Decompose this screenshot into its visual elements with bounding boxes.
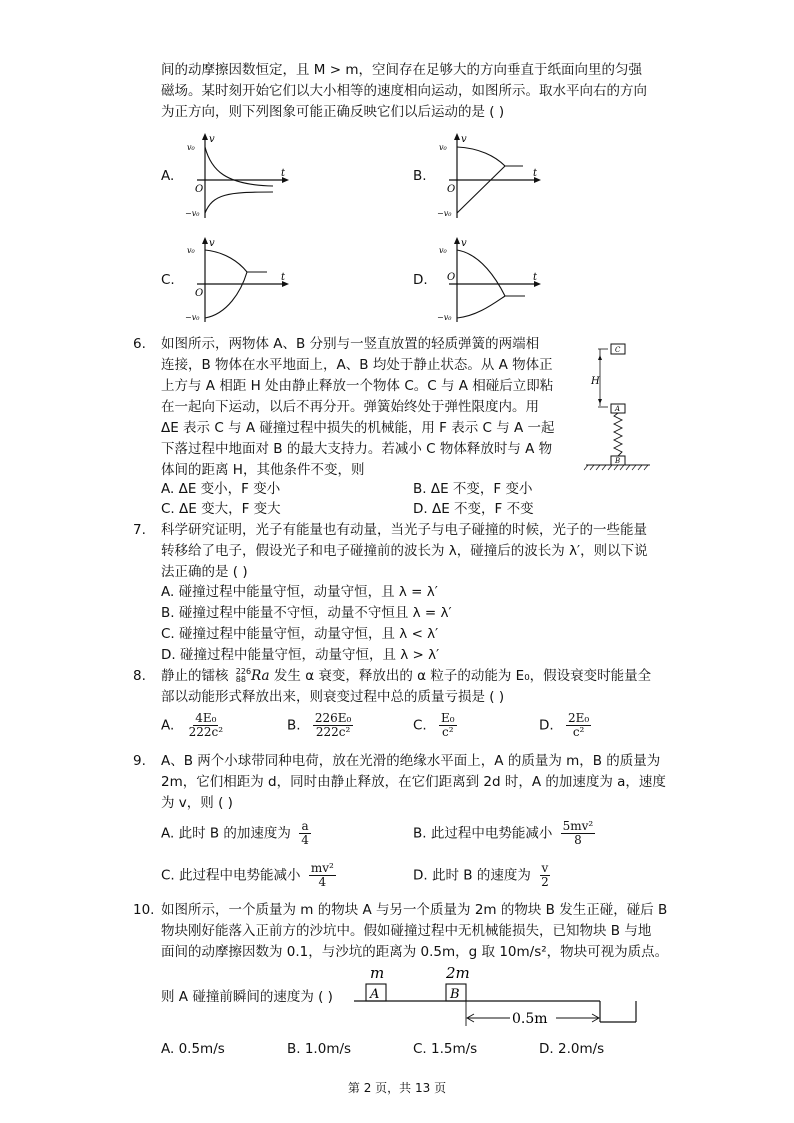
q8-option-a <box>161 712 225 739</box>
q5-graph-a-neg-v0: −v₀ <box>185 209 200 218</box>
q8-option-c-num: E₀ <box>441 711 455 725</box>
q8-option-b-den: 222c² <box>315 725 351 739</box>
q6-number: 6. <box>133 336 146 352</box>
q5-graph-d-v-label: v <box>461 238 467 249</box>
q7-text-line-2: 转移给了电子，假设光子和电子碰撞前的波长为 λ，碰撞后的波长为 λ′，则以下说 <box>161 543 648 559</box>
q8-text-line-2: 部以动能形式释放出来，则衰变过程中总的质量亏损是 ( ) <box>161 689 505 705</box>
q5-graph-d-neg-v0: −v₀ <box>437 313 452 322</box>
q8-option-a-fraction <box>187 712 225 739</box>
q6-block-c-label: C <box>615 346 621 354</box>
q5-graph-c-t-label: t <box>281 272 286 283</box>
q5-graph-b <box>437 130 547 222</box>
q8-mass-number: 226 <box>235 667 252 676</box>
q9-text-line-3: 为 v，则 ( ) <box>161 795 233 811</box>
q9-option-d-num: v <box>541 861 549 875</box>
q9-option-c-fraction <box>309 862 336 889</box>
q8-option-c-fraction <box>439 712 457 739</box>
q5-graph-b-t-label: t <box>533 168 538 179</box>
q10-block-a-label: A <box>370 987 380 1002</box>
q5-graph-d-t-label: t <box>533 272 538 283</box>
q5-graph-a-t-label: t <box>281 168 286 179</box>
q8-option-b-num: 226E₀ <box>314 711 352 725</box>
q6-text-line-7: 体间的距离 H，其他条件不变，则 <box>161 462 365 478</box>
q8-option-d <box>539 712 591 739</box>
q9-option-a-text: A. 此时 B 的加速度为 <box>161 825 291 842</box>
q8-option-c-den: c² <box>442 725 454 739</box>
q10-text-line-2: 物块刚好能落入正前方的沙坑中。假如碰撞过程中无机械能损失，已知物块 B 与地 <box>161 923 652 939</box>
q10-collision-figure <box>350 962 650 1032</box>
q5-graph-d <box>437 234 547 326</box>
q8-text-prefix: 静止的镭核 <box>161 668 229 684</box>
q6-option-d: D. ΔE 不变，F 不变 <box>413 501 534 517</box>
q6-text-line-2: 连接，B 物体在水平地面上，A、B 均处于静止状态。从 A 物体正 <box>161 357 553 373</box>
q5-text-line-3: 为正方向，则下列图象可能正确反映它们以后运动的是 ( ) <box>161 104 505 120</box>
q5-graph-b-origin: O <box>447 184 456 195</box>
q8-option-a-label: A. <box>161 717 175 734</box>
q9-option-a-den: 4 <box>301 833 309 847</box>
q8-text-line-1 <box>161 666 651 686</box>
q7-option-d: D. 碰撞过程中能量守恒，动量守恒，且 λ > λ′ <box>161 647 440 663</box>
q10-text-line-3: 面间的动摩擦因数为 0.1，与沙坑的距离为 0.5m，g 取 10m/s²，物块可视为质点。 <box>161 944 669 960</box>
q6-block-b-label: B <box>615 457 621 465</box>
q9-option-c-text: C. 此过程中电势能减小 <box>161 867 301 884</box>
q10-option-c: C. 1.5m/s <box>413 1041 478 1057</box>
q5-graph-c-origin: O <box>195 288 204 299</box>
q5-graph-c-neg-v0: −v₀ <box>185 313 200 322</box>
q7-option-b: B. 碰撞过程中能量不守恒，动量不守恒且 λ = λ′ <box>161 605 452 621</box>
q8-option-d-fraction <box>566 712 591 739</box>
q8-option-c-label: C. <box>413 717 427 734</box>
q5-option-b-label: B. <box>413 168 427 184</box>
q8-option-d-label: D. <box>539 717 554 734</box>
q6-option-c: C. ΔE 变大，F 变大 <box>161 501 281 517</box>
q6-text-line-3: 上方与 A 相距 H 处由静止释放一个物体 C。C 与 A 相碰后立即粘 <box>161 378 554 394</box>
q6-text-line-4: 在一起向下运动，以后不再分开。弹簧始终处于弹性限度内。用 <box>161 399 539 415</box>
q5-text-line-1: 间的动摩擦因数恒定，且 M > m，空间存在足够大的方向垂直于纸面向里的匀强 <box>161 62 642 78</box>
q10-mass-m-label: m <box>370 964 385 982</box>
q5-graph-a <box>185 130 295 222</box>
q9-text-line-2: 2m，它们相距为 d，同时由静止释放，在它们距离到 2d 时，A 的加速度为 a，速度 <box>161 774 666 790</box>
q9-option-c-den: 4 <box>318 875 327 889</box>
q9-option-c <box>161 862 336 889</box>
q5-graph-a-origin: O <box>195 184 204 195</box>
q6-text-line-1: 如图所示，两物体 A、B 分别与一竖直放置的轻质弹簧的两端相 <box>161 336 540 352</box>
q5-text-line-2: 磁场。某时刻开始它们以大小相等的速度相向运动，如图所示。取水平向右的方向 <box>161 83 647 99</box>
q9-number: 9. <box>133 753 146 769</box>
q9-option-b-text: B. 此过程中电势能减小 <box>413 825 553 842</box>
q8-option-a-num: 4E₀ <box>195 711 217 725</box>
q5-graph-c-v0: v₀ <box>187 246 195 255</box>
q5-graph-c-v-label: v <box>209 238 215 249</box>
q9-option-d-den: 2 <box>541 875 549 889</box>
q5-graph-a-v0: v₀ <box>187 143 195 152</box>
q8-option-b <box>287 712 353 739</box>
q5-graph-c <box>185 234 295 326</box>
q10-block-b-label: B <box>450 987 460 1002</box>
q6-spring-icon <box>614 413 622 456</box>
q8-nuclide-symbol: Ra <box>251 668 270 684</box>
q9-option-a-num: a <box>301 819 309 833</box>
q8-option-a-den: 222c² <box>188 725 224 739</box>
q9-option-b-den: 8 <box>574 833 582 847</box>
q5-graph-d-v0: v₀ <box>439 246 447 255</box>
q10-question-stem: 则 A 碰撞前瞬间的速度为 ( ) <box>161 989 333 1005</box>
q10-text-line-1: 如图所示，一个质量为 m 的物块 A 与另一个质量为 2m 的物块 B 发生正碰，碰后 B <box>161 902 668 918</box>
q7-option-a: A. 碰撞过程中能量守恒，动量守恒，且 λ = λ′ <box>161 584 438 600</box>
q9-option-b-fraction <box>561 820 596 847</box>
q8-nuclide-numbers <box>236 668 251 684</box>
q8-text-suffix: 发生 α 衰变，释放出的 α 粒子的动能为 E₀，假设衰变时能量全 <box>273 668 652 684</box>
q8-option-d-num: 2E₀ <box>567 711 590 725</box>
page-footer: 第 2 页，共 13 页 <box>347 1081 447 1095</box>
q8-atomic-number: 88 <box>235 675 246 684</box>
q5-graph-b-v-label: v <box>461 134 467 145</box>
q5-graph-d-origin: O <box>447 272 456 283</box>
q6-height-h-label: H <box>591 376 600 387</box>
q10-number: 10. <box>133 902 155 918</box>
q9-option-d-fraction <box>539 862 551 889</box>
q5-option-d-label: D. <box>413 272 428 288</box>
q8-number: 8. <box>133 668 146 684</box>
q9-option-a-fraction <box>299 820 311 847</box>
q10-option-d: D. 2.0m/s <box>539 1041 605 1057</box>
q6-text-line-5: ΔE 表示 C 与 A 碰撞过程中损失的机械能，用 F 表示 C 与 A 一起 <box>161 420 555 436</box>
q5-graph-b-neg-v0: −v₀ <box>437 209 452 218</box>
q5-option-a-label: A. <box>161 168 175 184</box>
q6-text-line-6: 下落过程中地面对 B 的最大支持力。若减小 C 物体释放时与 A 物 <box>161 441 553 457</box>
q7-text-line-3: 法正确的是 ( ) <box>161 564 248 580</box>
q5-graph-b-v0: v₀ <box>439 143 447 152</box>
q6-block-a-label: A <box>615 405 621 413</box>
q6-option-a: A. ΔE 变小，F 变小 <box>161 481 281 497</box>
q10-mass-2m-label: 2m <box>446 964 470 982</box>
q5-graph-a-v-label: v <box>209 134 215 145</box>
q7-option-c: C. 碰撞过程中能量守恒，动量守恒，且 λ < λ′ <box>161 626 439 642</box>
q8-option-b-fraction <box>313 712 353 739</box>
q7-text-line-1: 科学研究证明，光子有能量也有动量，当光子与电子碰撞的时候，光子的一些能量 <box>161 522 647 538</box>
q10-option-a: A. 0.5m/s <box>161 1041 225 1057</box>
q8-option-b-label: B. <box>287 717 301 734</box>
q10-distance-label: 0.5m <box>512 1011 548 1027</box>
q5-option-c-label: C. <box>161 272 175 288</box>
q8-option-c <box>413 712 457 739</box>
q7-number: 7. <box>133 522 146 538</box>
q6-spring-figure <box>578 338 664 478</box>
q6-option-b: B. ΔE 不变，F 变小 <box>413 481 533 497</box>
q10-option-b: B. 1.0m/s <box>287 1041 352 1057</box>
q9-option-d-text: D. 此时 B 的速度为 <box>413 867 531 884</box>
q9-text-line-1: A、B 两个小球带同种电荷，放在光滑的绝缘水平面上，A 的质量为 m，B 的质量为 <box>161 753 661 769</box>
q9-option-a <box>161 820 311 847</box>
q9-option-b-num: 5mv² <box>562 819 594 833</box>
q8-option-d-den: c² <box>572 725 585 739</box>
q9-option-b <box>413 820 595 847</box>
q9-option-d <box>413 862 551 889</box>
q9-option-c-num: mv² <box>310 861 334 875</box>
